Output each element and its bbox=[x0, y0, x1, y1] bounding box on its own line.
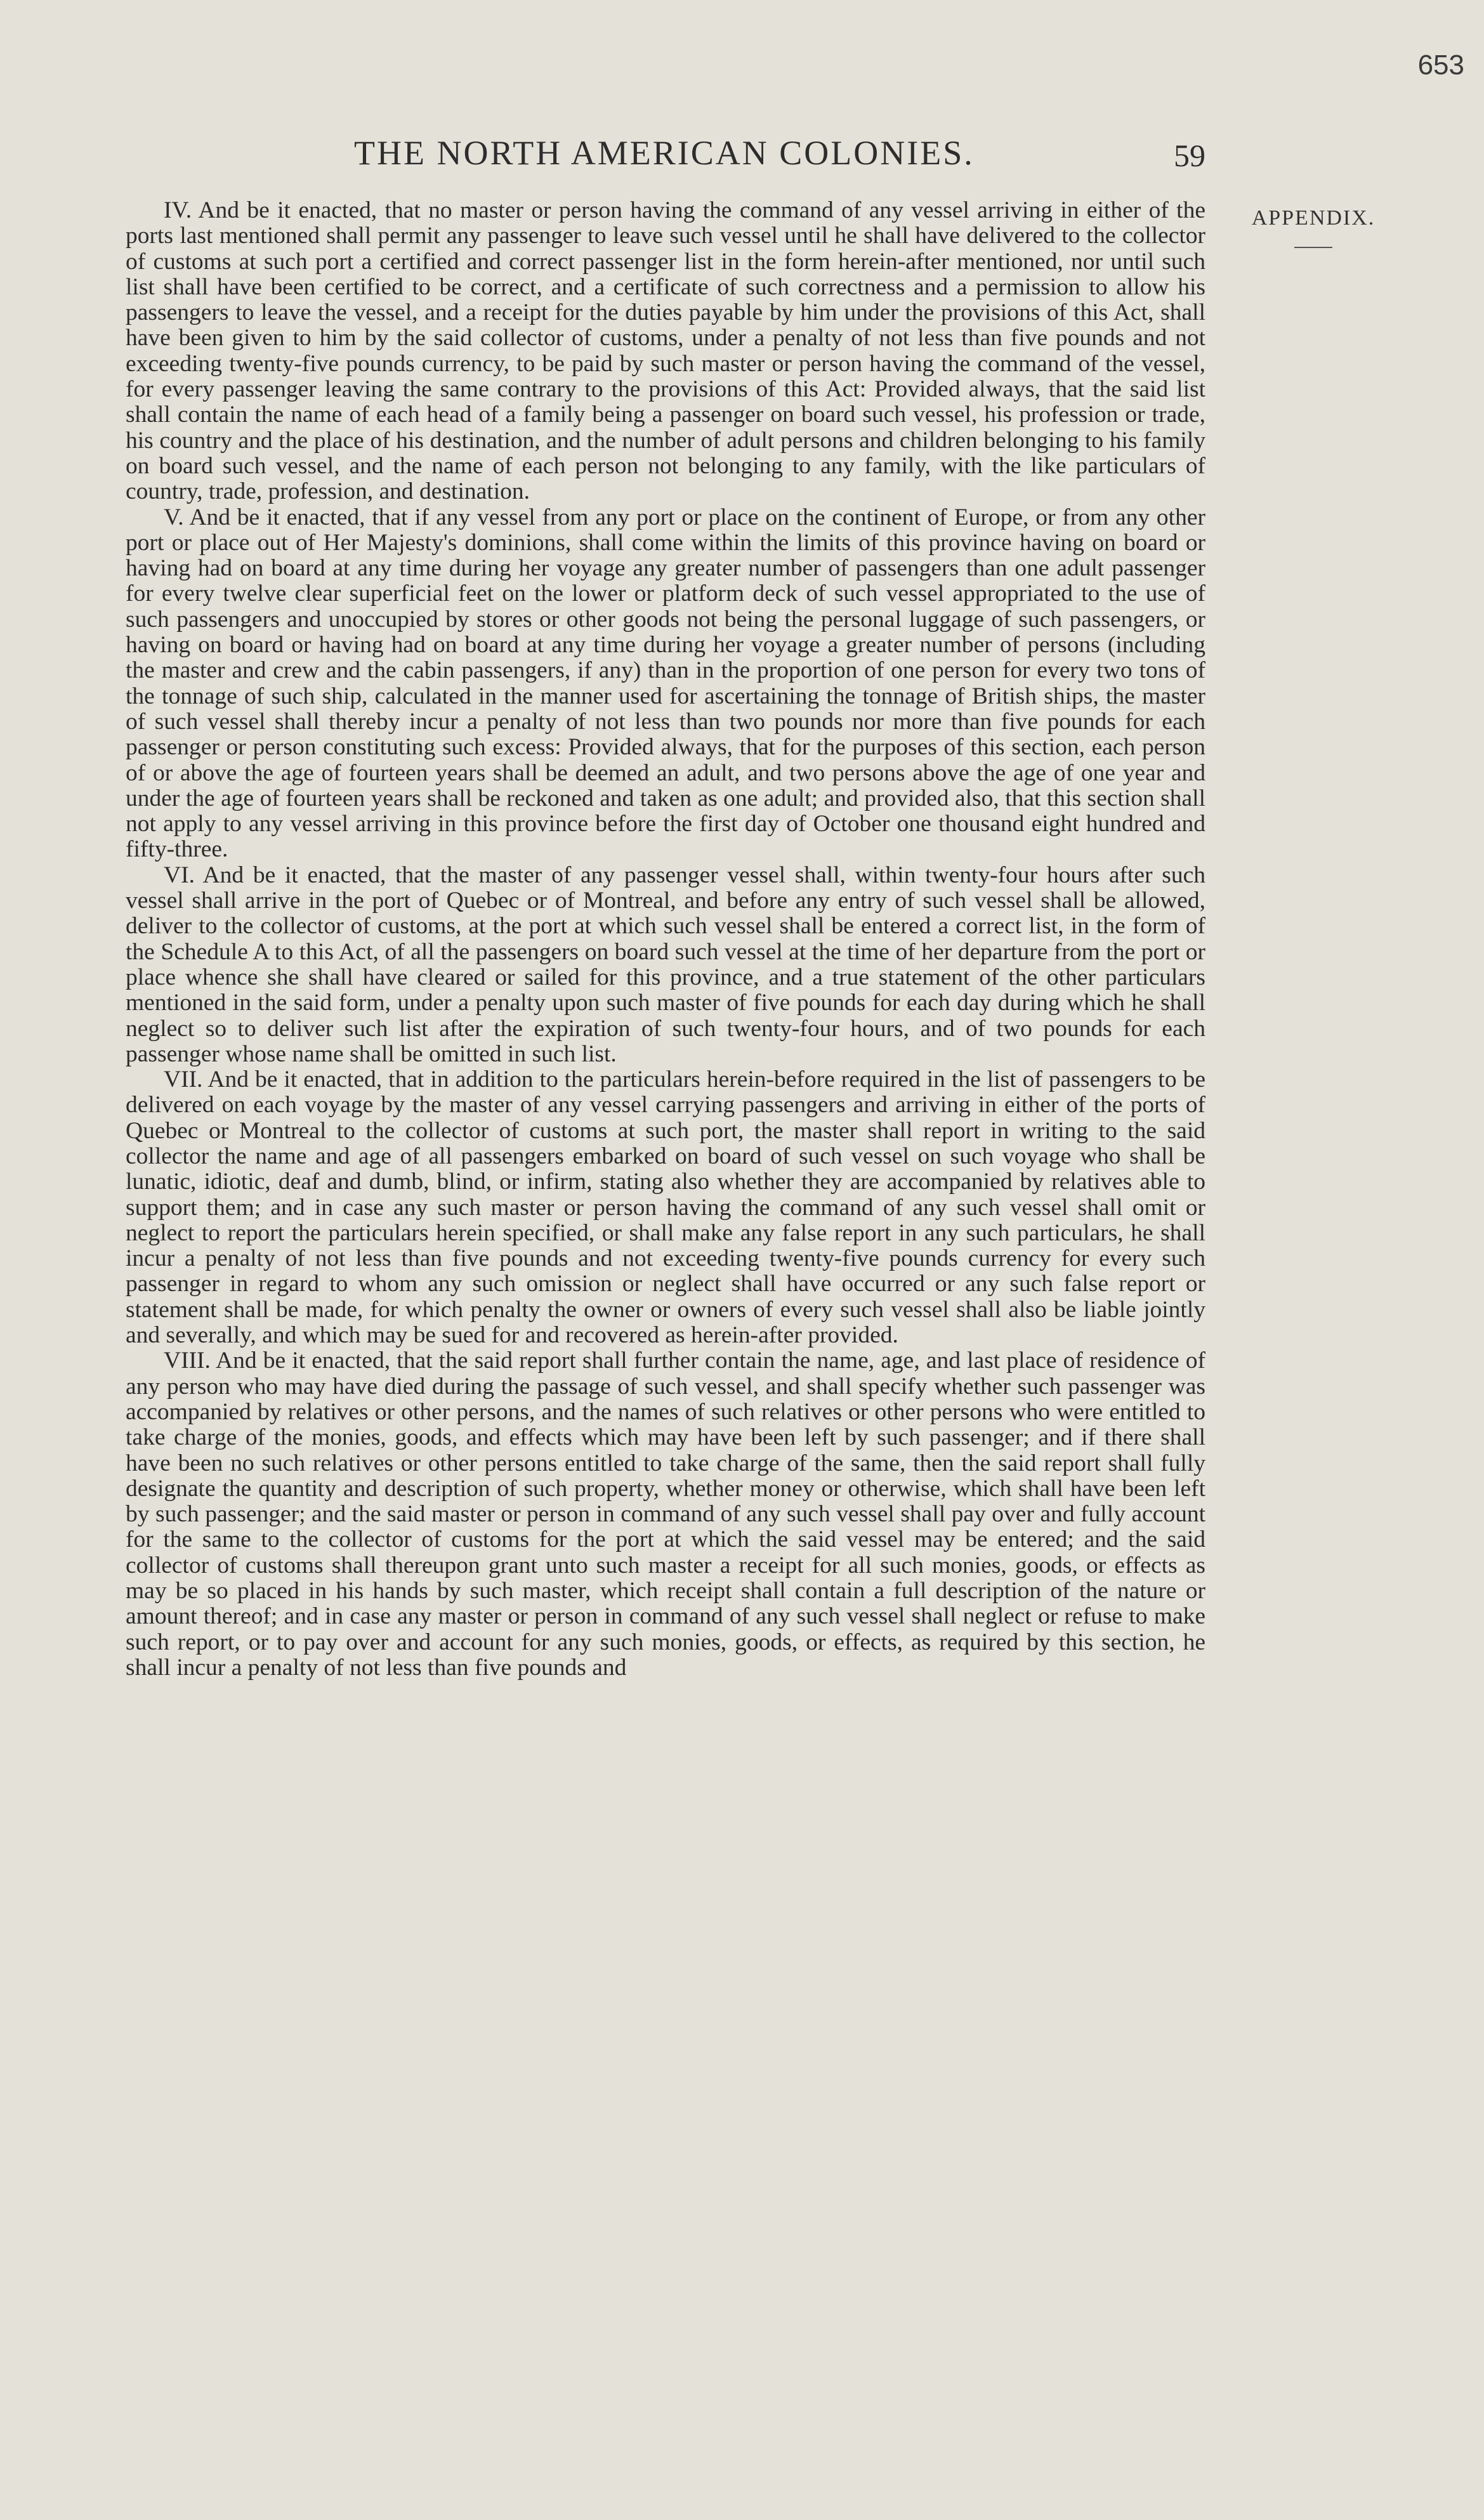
section-iv: IV. And be it enacted, that no master or person having the command of any vessel arriving in either of the ports last mentioned shall permit any passenger to leave such vessel until he shall have delivered to the collector of customs at such port a certified and correct passenger list in the form herein-after mentioned, nor until such list shall have been certified to be correct, and a certificate of such correctness and a permission to allow his passengers to leave the vessel, and a receipt for the duties payable by him under the provisions of this Act, shall have been given to him by the said collector of customs, under a penalty of not less than five pounds and not exceeding twenty-five pounds currency, to be paid by such master or person having the command of the vessel, for every passenger leaving the same contrary to the provisions of this Act: Provided always, that the said list shall contain the name of each head of a family being a passenger on board such vessel, his profession or trade, his country and the place of his destination, and the number of adult persons and children belonging to his family on board such vessel, and the name of each person not belonging to any family, with the like particulars of country, trade, profession, and destination. bbox=[126, 197, 1205, 505]
running-head bbox=[126, 133, 1205, 178]
body-text bbox=[126, 198, 1205, 1681]
section-viii: VIII. And be it enacted, that the said report shall further contain the name, age, and last place of residence of any person who may have died during the passage of such vessel, and shall specify whether such passenger was accompanied by relatives or other persons, and the names of such relatives or other persons who were entitled to take charge of the monies, goods, and effects which may have been left by such passenger; and if there shall have been no such relatives or other persons entitled to take charge of the same, then the said report shall fully designate the quantity and description of such property, whether money or otherwise, which shall have been left by such passenger; and the said master or person in command of any such vessel shall pay over and fully account for the same to the collector of customs for the port at which the said vessel may be entered; and the said collector of customs shall thereupon grant unto such master a receipt for all such monies, goods, or effects as may be so placed in his hands by such master, which receipt shall contain a full description of the nature or amount thereof; and in case any master or person in command of any such vessel shall neglect or refuse to make such report, or to pay over and account for any such monies, goods, or effects, as required by this section, he shall incur a penalty of not less than five pounds and bbox=[126, 1348, 1205, 1681]
running-title: THE NORTH AMERICAN COLONIES. bbox=[354, 134, 975, 172]
section-vi: VI. And be it enacted, that the master of any passenger vessel shall, within twenty-four hours after such vessel shall arrive in the port of Quebec or of Montreal, and before any entry of such vessel shall be allowed, deliver to the collector of customs, at the port at which such vessel shall be entered a correct list, in the form of the Schedule A to this Act, of all the passengers on board such vessel at the time of her departure from the port or place whence she shall have cleared or sailed for this province, and a true statement of the other particulars mentioned in the said form, under a penalty upon such master of five pounds for each day during which he shall neglect so to deliver such list after the expiration of such twenty-four hours, and of two pounds for each passenger whose name shall be omitted in such list. bbox=[126, 862, 1205, 1067]
page-number: 59 bbox=[1174, 138, 1205, 173]
volume-folio-number: 653 bbox=[1417, 49, 1464, 81]
margin-note-appendix bbox=[1250, 206, 1377, 248]
section-vii: VII. And be it enacted, that in addition to the particulars herein-before required in the list of passengers to be delivered on each voyage by the master of any vessel carrying passengers and arriving in either of the ports of Quebec or Montreal to the collector of customs at such port, the master shall report in writing to the said collector the name and age of all passengers embarked on board of such vessel on such voyage who shall be lunatic, idiotic, deaf and dumb, blind, or infirm, stating also whether they are accompanied by relatives able to support them; and in case any such master or person having the command of any such vessel shall omit or neglect to report the particulars herein specified, or shall make any false report in any such particulars, he shall incur a penalty of not less than five pounds and not exceeding twenty-five pounds currency for every such passenger in regard to whom any such omission or neglect shall have occurred or any such false report or statement shall be made, for which penalty the owner or owners of every such vessel shall also be liable jointly and severally, and which may be sued for and recovered as herein-after provided. bbox=[126, 1066, 1205, 1349]
section-v: V. And be it enacted, that if any vessel from any port or place on the continent of Europe, or from any other port or place out of Her Majesty's dominions, shall come within the limits of this province having on board or having had on board at any time during her voyage any greater number of passengers than one adult passenger for every twelve clear superficial feet on the lower or platform deck of such vessel appropriated to the use of such passengers and unoccupied by stores or other goods not being the personal luggage of such passengers, or having on board or having had on board at any time during her voyage a greater number of persons (including the master and crew and the cabin passengers, if any) than in the proportion of one person for every two tons of the tonnage of such ship, calculated in the manner used for ascertaining the tonnage of British ships, the master of such vessel shall thereby incur a penalty of not less than two pounds nor more than five pounds for each passenger or person constituting such excess: Provided always, that for the purposes of this section, each person of or above the age of fourteen years shall be deemed an adult, and two persons above the age of one year and under the age of fourteen years shall be reckoned and taken as one adult; and provided also, that this section shall not apply to any vessel arriving in this province before the first day of October one thousand eight hundred and fifty-three. bbox=[126, 504, 1205, 863]
margin-note-label: APPENDIX. bbox=[1251, 206, 1376, 230]
margin-note-dash bbox=[1294, 247, 1332, 248]
